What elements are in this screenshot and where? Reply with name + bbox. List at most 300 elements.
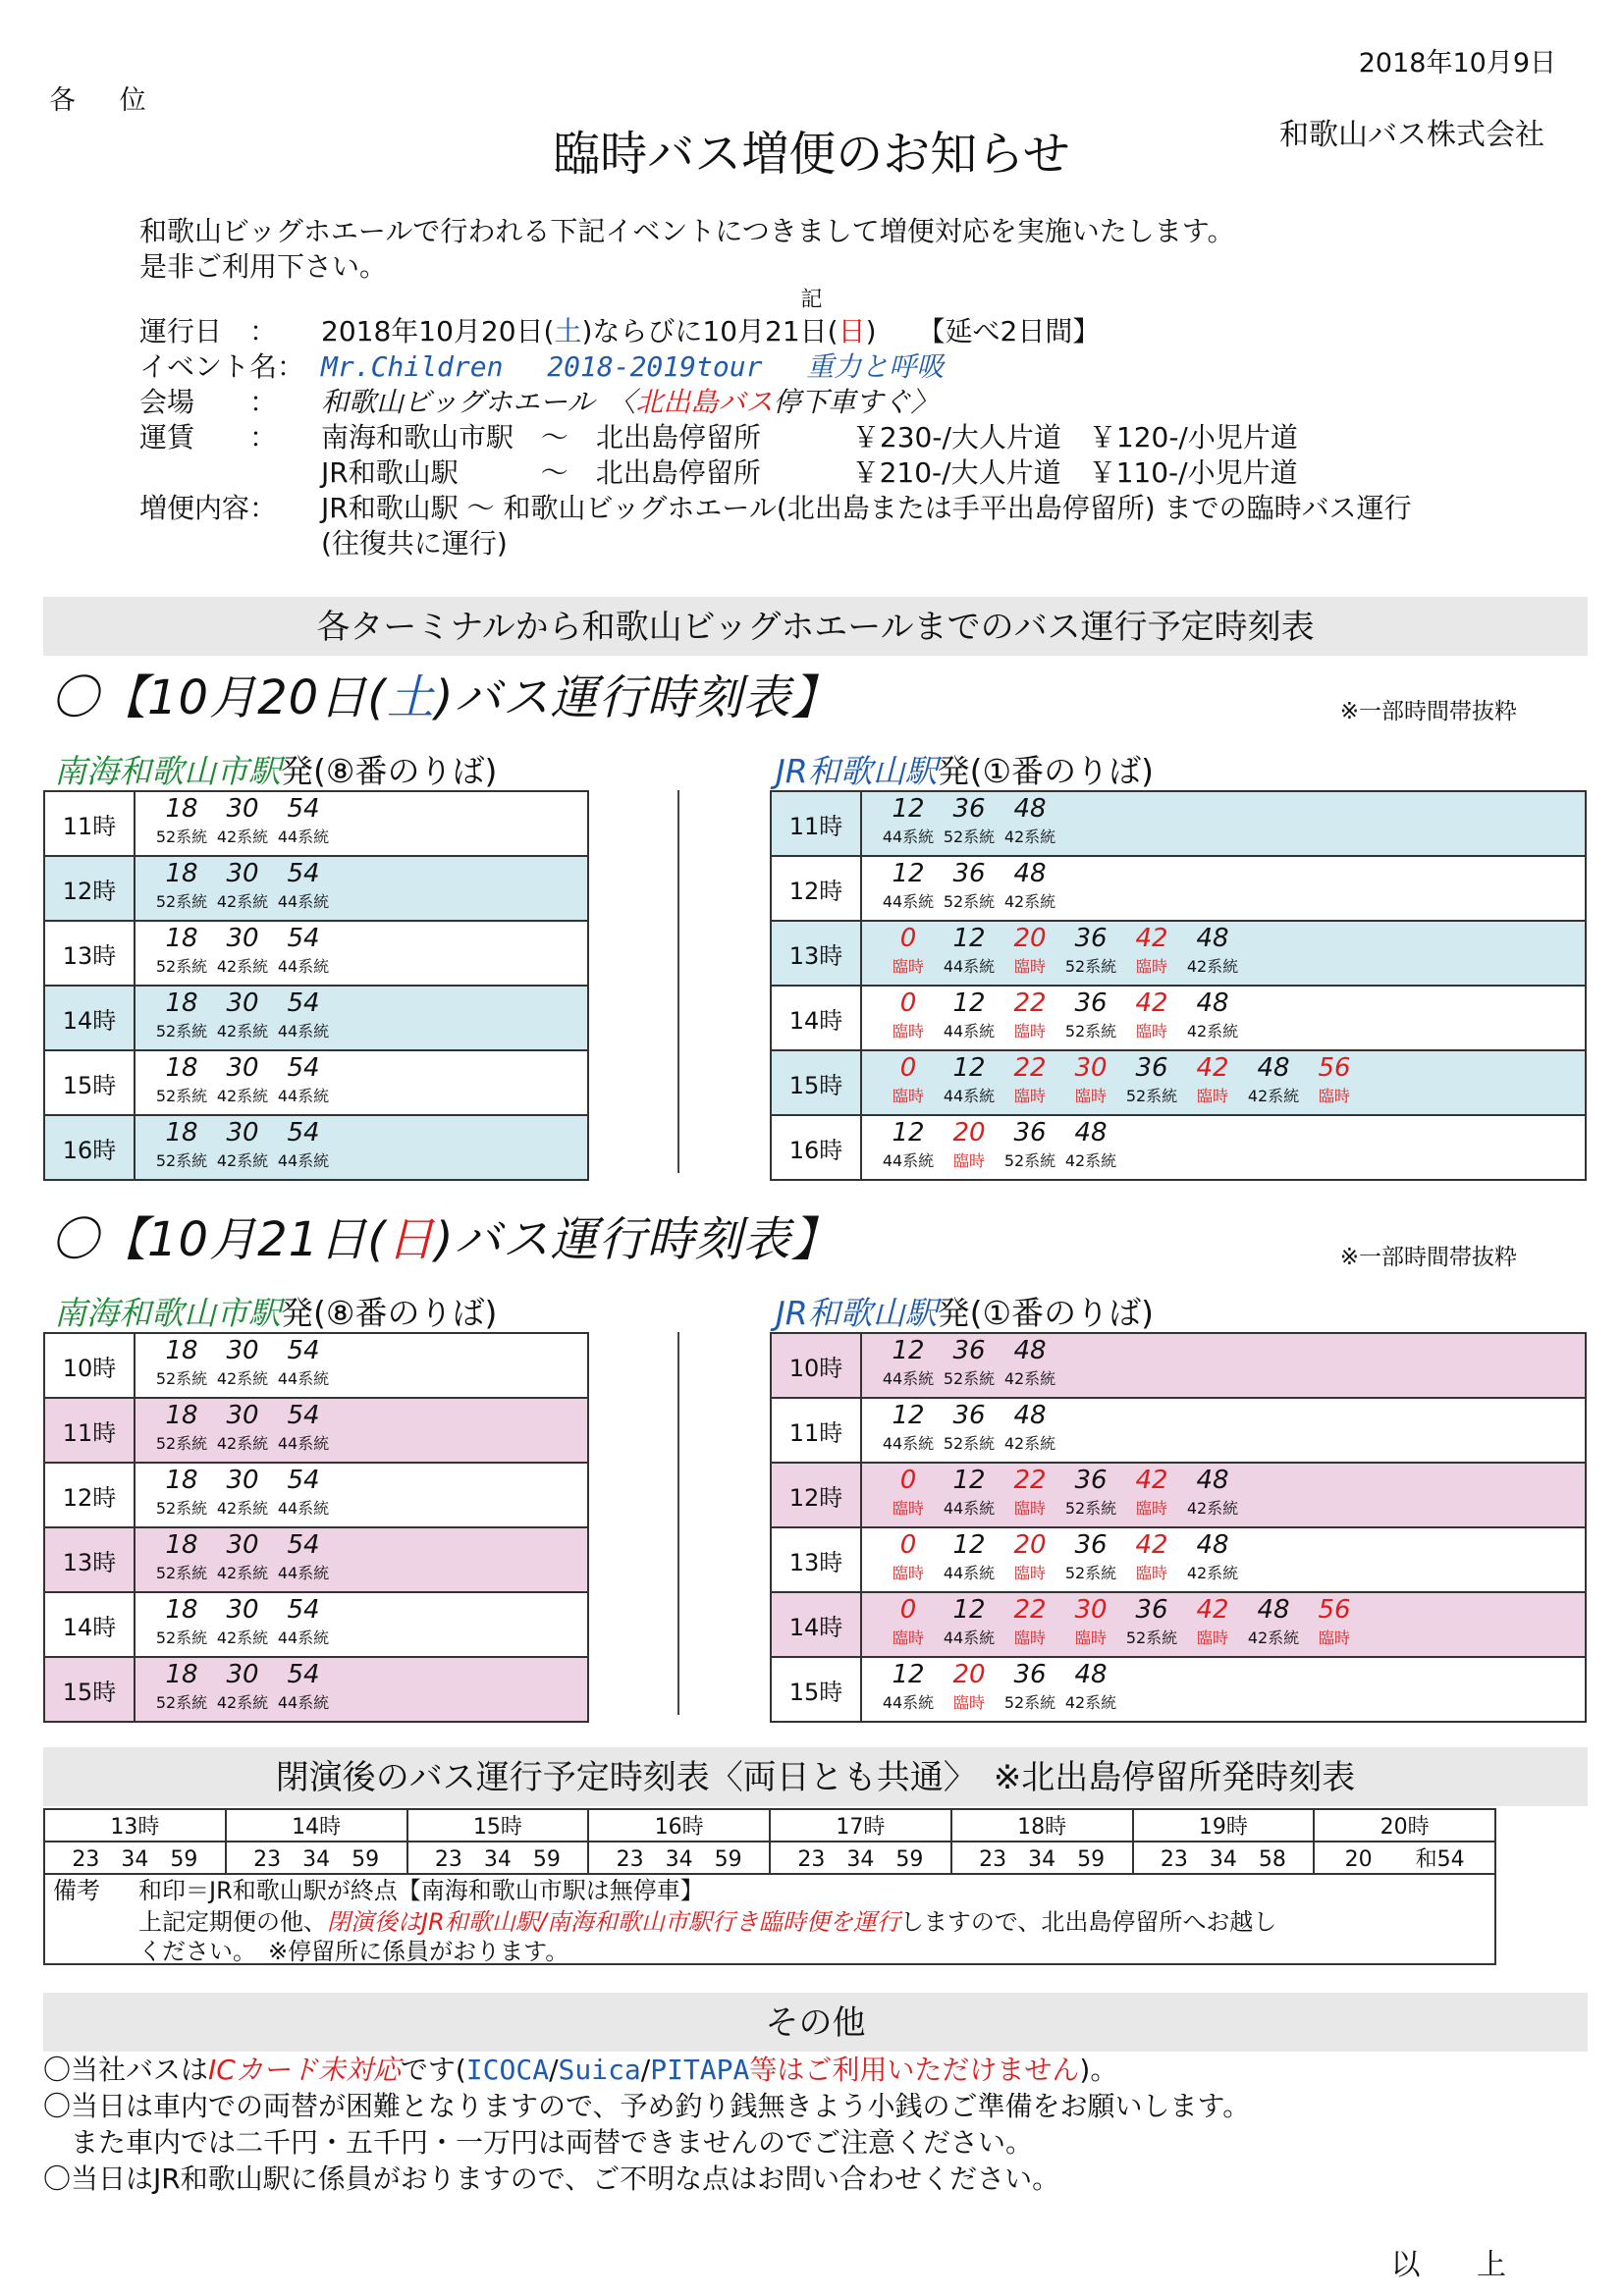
route-label: 44系統 [943,1022,996,1041]
departure [935,1053,1003,1110]
hour-label: 15時 [771,1657,861,1722]
route-label: 臨時 [892,1564,924,1582]
temporary-departure [1178,1053,1247,1110]
departures-cell [861,1398,1586,1463]
departure-minute: 12 [892,1336,925,1365]
route-label: 44系統 [882,828,935,846]
timetable-banner: 各ターミナルから和歌山ビッグホエールまでのバス運行予定時刻表 [43,597,1588,656]
departure-minute: 22 [1013,1053,1047,1083]
departure-minute: 30 [226,1401,259,1430]
after-times-cell: 23 34 58 [1133,1842,1315,1874]
departure-minute: 12 [892,859,925,888]
departure-minute: 30 [226,1053,259,1083]
route-label: 44系統 [943,1087,996,1105]
departure [935,794,1003,851]
departure [996,1118,1064,1175]
hour-label: 15時 [771,1050,861,1115]
departure-minute: 30 [226,1530,259,1560]
departure [208,1530,277,1587]
departure [1056,1660,1125,1717]
extra-line: (往復共に運行) [321,527,508,560]
temporary-departure [1056,1595,1125,1652]
departure-minute: 54 [287,1595,320,1625]
operation-label: 運行日 ： [139,315,278,347]
departure-minute: 36 [952,1401,986,1430]
departures-cell [135,1333,588,1398]
departure-minute: 30 [226,794,259,824]
timetable-row [771,1333,1586,1398]
after-hour-label: 17時 [770,1809,951,1842]
departure [208,1401,277,1458]
other-text: )。 [1079,2054,1118,2086]
other-text: です( [400,2054,466,2086]
hour-label: 13時 [44,921,135,986]
route-label: 42系統 [216,1499,269,1518]
route-label: 44系統 [943,1499,996,1518]
departure [935,1595,1003,1652]
departure-minute: 56 [1318,1595,1351,1625]
fare-line: JR和歌山駅 ～ 北出島停留所 ￥210-/大人片道 ￥110-/小児片道 [321,456,1298,489]
departure-minute: 42 [1135,924,1168,953]
day1-heading-text: )バス運行時刻表】 [434,670,839,725]
route-label: 44系統 [277,1369,330,1388]
departure [874,1401,943,1458]
route-label: 44系統 [277,892,330,911]
departure-minute: 30 [226,859,259,888]
station-name: JR和歌山駅 [776,1294,938,1332]
route-label: 42系統 [216,828,269,846]
departure [147,924,216,981]
temporary-departure [874,924,943,981]
timetable-row [771,1527,1586,1592]
hour-label: 12時 [44,1463,135,1527]
route-label: 52系統 [155,828,208,846]
temporary-departure [996,1595,1064,1652]
departure-minute: 20 [1013,924,1047,953]
hour-label: 14時 [771,1592,861,1657]
route-label: 臨時 [1135,1022,1167,1041]
route-label: 臨時 [952,1151,985,1170]
departure [874,1660,943,1717]
route-label: 臨時 [1074,1087,1107,1105]
route-label: 52系統 [155,1369,208,1388]
hour-label: 13時 [771,921,861,986]
saturday-mark: 土 [554,315,582,347]
timetable-row [771,856,1586,921]
route-label: 52系統 [1125,1629,1178,1647]
departure-minute: 18 [165,1530,198,1560]
departure-minute: 30 [1074,1595,1108,1625]
departure-minute: 54 [287,988,320,1018]
hour-label: 13時 [771,1527,861,1592]
departure-minute: 54 [287,1053,320,1083]
route-label: 42系統 [216,892,269,911]
company-name: 和歌山バス株式会社 [1279,118,1544,152]
ic-card-name: PITAPA [650,2054,750,2086]
departure [1178,1466,1247,1522]
departure-minute: 30 [226,1336,259,1365]
route-label: 52系統 [1064,1022,1117,1041]
departure-minute: 12 [952,1053,986,1083]
hour-label: 13時 [44,1527,135,1592]
temporary-departure [1300,1595,1369,1652]
timetable-row [44,986,588,1050]
departures-cell [861,1333,1586,1398]
departure-minute: 48 [1074,1118,1108,1148]
departure [269,859,338,916]
operation-text: )ならびに10月21日( [581,315,839,347]
route-label: 52系統 [943,1434,996,1453]
day2-nankai-timetable [43,1332,589,1723]
after-times-cell: 23 34 59 [44,1842,226,1874]
departure-minute: 18 [165,1660,198,1689]
departure [935,924,1003,981]
departure-minute: 18 [165,924,198,953]
departures-cell [135,921,588,986]
after-times-cell: 20 和54 [1314,1842,1495,1874]
route-label: 42系統 [216,1369,269,1388]
temporary-departure [1117,1530,1186,1587]
departure [147,1660,216,1717]
closing-mark: 以 上 [1390,2248,1530,2282]
departures-cell [135,1527,588,1592]
departure [147,859,216,916]
day1-nankai-heading [54,746,497,792]
departures-cell [135,791,588,856]
timetable-row [771,1398,1586,1463]
departure [269,1660,338,1717]
departure [935,1466,1003,1522]
route-label: 44系統 [943,1629,996,1647]
departure-minute: 20 [1013,1530,1047,1560]
departure [147,1053,216,1110]
departure [874,1336,943,1393]
remarks-line: 和印＝JR和歌山駅が終点【南海和歌山市駅は無停車】 [138,1877,704,1904]
departure-minute: 48 [1257,1053,1290,1083]
after-times-cell: 23 34 59 [407,1842,589,1874]
temporary-departure [1117,1466,1186,1522]
timetable-row [44,1527,588,1592]
route-label: 44系統 [277,828,330,846]
timetable-row [44,791,588,856]
departure-minute: 18 [165,1336,198,1365]
departure [269,1336,338,1393]
route-label: 42系統 [1186,1022,1239,1041]
departure [208,988,277,1045]
departures-cell [135,856,588,921]
departure-minute: 0 [899,924,917,953]
departure-minute: 42 [1135,988,1168,1018]
hour-label: 12時 [771,856,861,921]
departure-minute: 0 [899,1595,917,1625]
departure-minute: 54 [287,924,320,953]
ic-card-name: Suica [558,2054,641,2086]
temporary-departure [996,1530,1064,1587]
saturday-mark: 土 [386,670,435,725]
departure [1178,988,1247,1045]
departures-cell [135,1592,588,1657]
day2-jr-timetable [770,1332,1587,1723]
hour-label: 16時 [771,1115,861,1180]
temporary-departure [996,924,1064,981]
departure-minute: 12 [892,1660,925,1689]
departure-minute: 30 [226,1660,259,1689]
departure-minute: 36 [952,794,986,824]
operation-text: 2018年10月20日( [321,315,555,347]
after-hour-label: 15時 [407,1809,589,1842]
departures-cell [861,1115,1586,1180]
extra-label: 増便内容： [139,492,278,524]
hour-label: 14時 [771,986,861,1050]
departures-cell [861,986,1586,1050]
departure-minute: 0 [899,1530,917,1560]
departure-minute: 0 [899,1053,917,1083]
remarks-text: しますので、北出島停留所へお越し [899,1908,1277,1936]
temporary-departure [874,1053,943,1110]
route-label: 44系統 [277,1022,330,1041]
departure [996,1401,1064,1458]
departure [1178,1530,1247,1587]
temporary-departure [874,1530,943,1587]
after-hour-label: 19時 [1133,1809,1315,1842]
departure [935,988,1003,1045]
departures-cell [135,1657,588,1722]
departure [269,794,338,851]
route-label: 臨時 [952,1693,985,1712]
timetable-row [771,1463,1586,1527]
departures-cell [861,1527,1586,1592]
after-times-cell: 23 34 59 [588,1842,770,1874]
hour-label: 12時 [771,1463,861,1527]
departures-cell [861,1463,1586,1527]
departure-minute: 12 [892,1401,925,1430]
route-label: 44系統 [277,1564,330,1582]
route-label: 44系統 [277,1499,330,1518]
departure-minute: 36 [1135,1595,1168,1625]
departure-minute: 36 [1074,924,1108,953]
departure-minute: 30 [226,924,259,953]
route-label: 52系統 [943,828,996,846]
route-label: 臨時 [1318,1087,1350,1105]
route-label: 52系統 [155,892,208,911]
route-label: 臨時 [892,1499,924,1518]
remarks-highlight: 閉演後はJR和歌山駅/南海和歌山市駅行き臨時便を運行 [327,1908,900,1936]
departure [147,1466,216,1522]
route-label: 52系統 [943,892,996,911]
departure-minute: 12 [952,988,986,1018]
departure [147,1401,216,1458]
route-label: 臨時 [1074,1629,1107,1647]
departure-minute: 36 [1013,1118,1047,1148]
ic-card-name: ICOCA [465,2054,550,2086]
departures-cell [861,791,1586,856]
day1-jr-timetable [770,790,1587,1181]
timetable-row [771,1115,1586,1180]
after-hours-row [44,1809,1495,1842]
departure-minute: 54 [287,859,320,888]
hour-label: 12時 [44,856,135,921]
after-show-timetable [43,1808,1496,1875]
route-label: 44系統 [943,1564,996,1582]
route-label: 臨時 [1013,957,1046,976]
route-label: 44系統 [277,1151,330,1170]
route-label: 52系統 [155,1629,208,1647]
day1-heading [51,660,839,727]
temporary-departure [1300,1053,1369,1110]
day2-jr-heading [776,1288,1154,1334]
page-title: 臨時バス増便のお知らせ [553,127,1070,182]
route-label: 52系統 [1064,1564,1117,1582]
extra-line: JR和歌山駅 ～ 和歌山ビッグホエール(北出島または手平出島停留所) までの臨時バス運行 [321,492,1412,524]
timetable-row [44,1050,588,1115]
hour-label: 11時 [771,1398,861,1463]
departure [996,794,1064,851]
route-label: 臨時 [892,957,924,976]
route-label: 42系統 [1003,1434,1056,1453]
other-line: また車内では二千円・五千円・一万円は両替できませんのでご注意ください。 [43,2126,1034,2159]
operation-value [321,314,1100,349]
departure-minute: 48 [1196,1530,1229,1560]
route-label: 44系統 [943,957,996,976]
departure-minute: 30 [226,1466,259,1495]
route-label: 42系統 [216,1564,269,1582]
platform-text: 発(⑧番のりば) [281,752,498,790]
timetable-row [44,1115,588,1180]
other-text: / [640,2054,651,2086]
route-label: 52系統 [1125,1087,1178,1105]
departure [269,1401,338,1458]
departure [996,1336,1064,1393]
departure [208,1595,277,1652]
after-hour-label: 16時 [588,1809,770,1842]
departure-minute: 42 [1135,1530,1168,1560]
departure-minute: 54 [287,1118,320,1148]
intro-line: 和歌山ビッグホエールで行われる下記イベントにつきまして増便対応を実施いたします。 [139,215,1235,247]
route-label: 42系統 [216,1629,269,1647]
route-label: 44系統 [277,957,330,976]
ki-mark: 記 [800,288,823,312]
event-label: イベント名： [139,350,305,383]
platform-text: 発(⑧番のりば) [281,1294,498,1332]
after-hour-label: 13時 [44,1809,226,1842]
departure [1056,1530,1125,1587]
departure-minute: 36 [1013,1660,1047,1689]
column-divider [677,790,679,1173]
route-label: 42系統 [1064,1693,1117,1712]
route-label: 52系統 [155,1087,208,1105]
route-label: 44系統 [277,1629,330,1647]
departure [208,1466,277,1522]
timetable-row [44,1333,588,1398]
route-label: 42系統 [216,1693,269,1712]
other-text: / [549,2054,559,2086]
route-label: 臨時 [1196,1087,1228,1105]
departure [208,859,277,916]
departure-minute: 18 [165,859,198,888]
departure [1056,988,1125,1045]
route-label: 臨時 [1318,1629,1350,1647]
route-label: 臨時 [1013,1629,1046,1647]
departure-minute: 18 [165,1118,198,1148]
route-label: 42系統 [1003,828,1056,846]
route-label: 52系統 [155,1499,208,1518]
route-label: 臨時 [1013,1022,1046,1041]
route-label: 52系統 [1003,1151,1056,1170]
route-label: 44系統 [882,892,935,911]
departure [1178,924,1247,981]
departure-minute: 18 [165,1466,198,1495]
after-hour-label: 18時 [951,1809,1133,1842]
departure-minute: 54 [287,1466,320,1495]
departure [269,1053,338,1110]
departure-minute: 30 [226,1118,259,1148]
departure-minute: 36 [1074,1530,1108,1560]
sunday-mark: 日 [386,1212,435,1267]
route-label: 44系統 [277,1087,330,1105]
departure-minute: 54 [287,1336,320,1365]
route-label: 52系統 [155,1151,208,1170]
timetable-row [771,921,1586,986]
route-label: 42系統 [1186,957,1239,976]
departure-minute: 54 [287,1401,320,1430]
after-show-banner: 閉演後のバス運行予定時刻表〈両日とも共通〉 ※北出島停留所発時刻表 [43,1747,1588,1806]
departure [1239,1053,1308,1110]
timetable-row [44,1463,588,1527]
timetable-row [771,1592,1586,1657]
departure-minute: 36 [1074,988,1108,1018]
hour-label: 10時 [771,1333,861,1398]
timetable-row [771,1050,1586,1115]
route-label: 臨時 [1013,1499,1046,1518]
temporary-departure [874,1466,943,1522]
departure [208,794,277,851]
departure [1056,924,1125,981]
route-label: 臨時 [1135,1499,1167,1518]
route-label: 42系統 [1003,1369,1056,1388]
departure [1239,1595,1308,1652]
route-label: 42系統 [216,1434,269,1453]
departure [208,1053,277,1110]
issue-date: 2018年10月9日 [1358,48,1556,79]
fare-label: 運賃 ： [139,421,278,454]
route-label: 42系統 [1247,1629,1300,1647]
departures-cell [861,921,1586,986]
departure-minute: 36 [952,1336,986,1365]
departure-minute: 30 [1074,1053,1108,1083]
venue-text: 停下車すぐ〉 [773,386,939,418]
route-label: 臨時 [1013,1087,1046,1105]
departure-minute: 18 [165,988,198,1018]
platform-text: 発(①番のりば) [937,752,1155,790]
route-label: 44系統 [882,1434,935,1453]
other-banner: その他 [43,1993,1588,2052]
timetable-row [44,1657,588,1722]
station-name: JR和歌山駅 [776,752,938,790]
venue-value [321,385,938,420]
hour-label: 14時 [44,986,135,1050]
departure-minute: 18 [165,794,198,824]
departure-minute: 54 [287,794,320,824]
departure [269,1530,338,1587]
station-name: 南海和歌山市駅 [54,752,281,790]
departure-minute: 12 [952,1530,986,1560]
intro-text [139,214,1235,285]
remarks-label: 備考 [53,1877,100,1904]
temporary-departure [996,988,1064,1045]
fare-line: 南海和歌山市駅 ～ 北出島停留所 ￥230-/大人片道 ￥120-/小児片道 [321,421,1298,454]
departure [208,1660,277,1717]
timetable-row [771,986,1586,1050]
